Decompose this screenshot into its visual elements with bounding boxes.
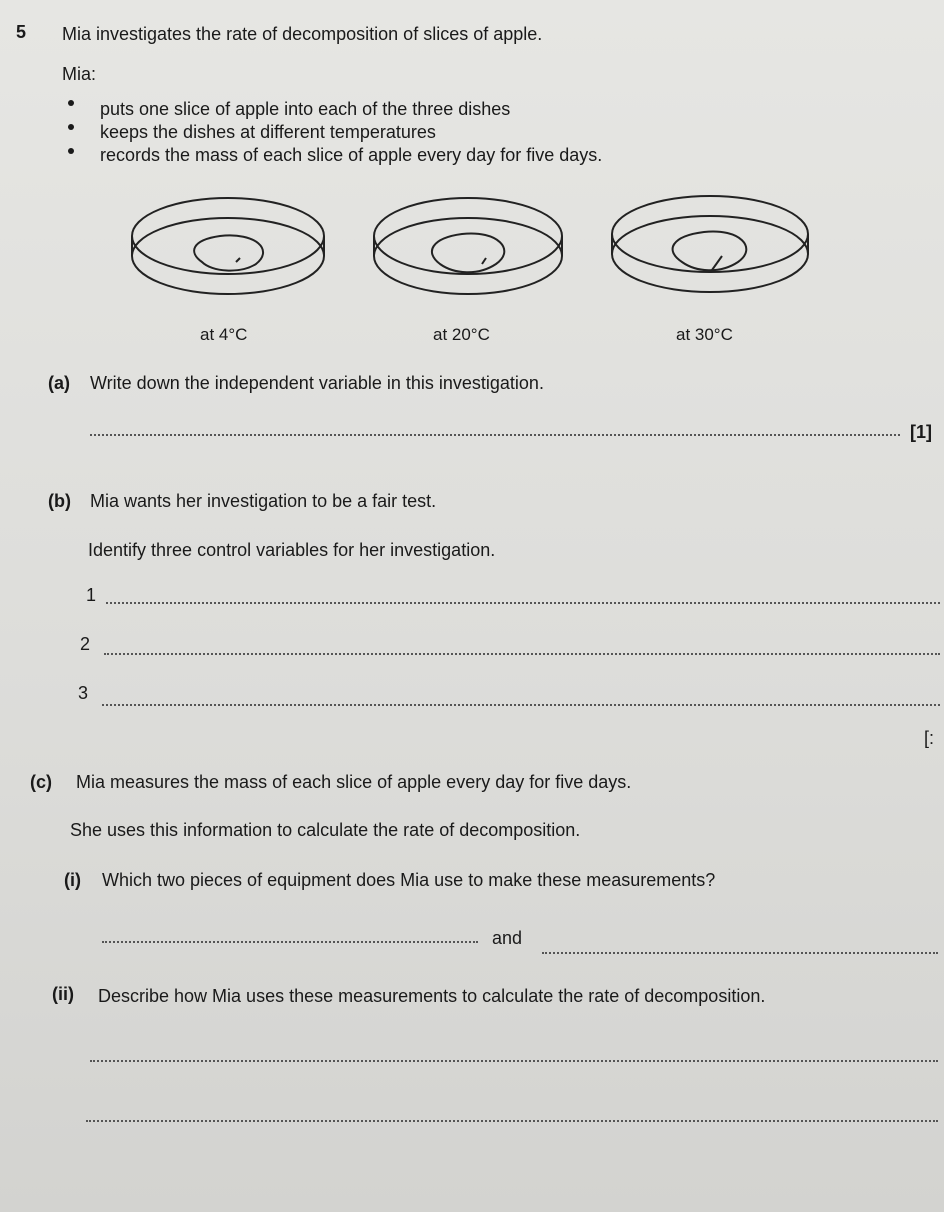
part-c-info: She uses this information to calculate the rate of decomposition. [70, 820, 581, 840]
bullet-icon [68, 124, 74, 130]
question-number: 5 [16, 22, 27, 42]
bullet-item-3: records the mass of each slice of apple every day for five days. [100, 145, 603, 165]
subject-label: Mia: [62, 64, 97, 84]
dish-label-30c: at 30°C [676, 325, 733, 344]
part-a-answer-line[interactable] [90, 434, 900, 436]
part-c-i-label: (i) [64, 870, 81, 890]
part-a-prompt: Write down the independent variable in this investigation. [90, 373, 544, 393]
answer-number-3: 3 [78, 683, 89, 703]
question-intro: Mia investigates the rate of decomposition of slices of apple. [62, 24, 543, 44]
control-variable-answer-line-2[interactable] [104, 653, 940, 655]
equipment-answer-line-2[interactable] [542, 952, 938, 954]
part-c-ii-prompt: Describe how Mia uses these measurements to calculate the rate of decomposition. [98, 986, 766, 1006]
bullet-icon [68, 100, 74, 106]
part-b-prompt: Mia wants her investigation to be a fair test. [90, 491, 437, 511]
dish-label-20c: at 20°C [433, 325, 490, 344]
part-a-marks: [1] [910, 422, 932, 442]
control-variable-answer-line-3[interactable] [102, 704, 940, 706]
and-joiner: and [492, 928, 523, 948]
equipment-answer-line-1[interactable] [102, 941, 478, 943]
part-c-label: (c) [30, 772, 52, 792]
rate-answer-line-1[interactable] [90, 1060, 938, 1062]
bullet-item-2: keeps the dishes at different temperatures [100, 122, 436, 142]
dish-label-4c: at 4°C [200, 325, 248, 344]
part-c-ii-label: (ii) [52, 984, 74, 1004]
part-a-label: (a) [48, 373, 70, 393]
part-c-i-prompt: Which two pieces of equipment does Mia use to make these measurements? [102, 870, 716, 890]
part-c-prompt: Mia measures the mass of each slice of apple every day for five days. [76, 772, 632, 792]
part-b-label: (b) [48, 491, 71, 511]
petri-dish-4c-illustration [128, 192, 328, 316]
control-variable-answer-line-1[interactable] [106, 602, 940, 604]
answer-number-1: 1 [86, 585, 97, 605]
petri-dish-30c-illustration [606, 190, 812, 316]
rate-answer-line-2[interactable] [86, 1120, 938, 1122]
part-b-marks: [: [924, 728, 935, 748]
bullet-icon [68, 148, 74, 154]
answer-number-2: 2 [80, 634, 91, 654]
petri-dish-20c-illustration [368, 192, 568, 316]
part-b-instruction: Identify three control variables for her investigation. [88, 540, 496, 560]
bullet-item-1: puts one slice of apple into each of the three dishes [100, 99, 511, 119]
